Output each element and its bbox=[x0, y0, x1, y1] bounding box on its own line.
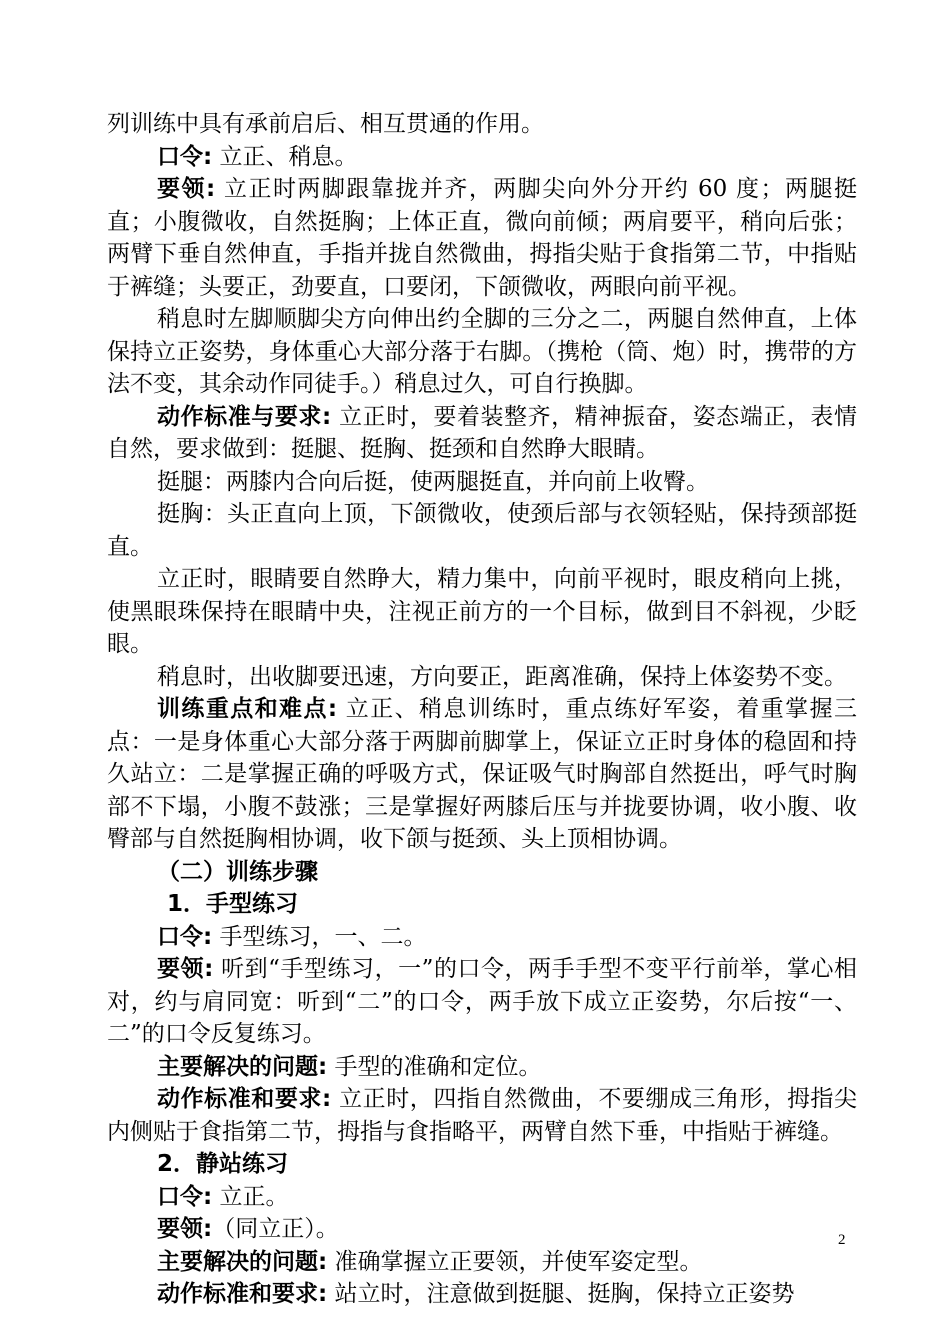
paragraph: 列训练中具有承前启后、相互贯通的作用。 bbox=[107, 111, 544, 137]
subsection-heading: 2．静站练习 bbox=[157, 1151, 289, 1177]
section-heading: （二）训练步骤 bbox=[157, 858, 318, 885]
paragraph-label: 口令: bbox=[157, 923, 213, 950]
document-body bbox=[107, 108, 857, 1311]
paragraph: 主要解决的问题: 手型的准确和定位。 bbox=[157, 1053, 542, 1080]
paragraph: 要领: 听到“手型练习，一”的口令，两手手型不变平行前举，掌心相对，约与肩同宽：听到“二”的口令，两手放下成立正姿势，尔后按“一、二”的口令反复练习。 bbox=[107, 956, 857, 1047]
paragraph: 立正时，眼睛要自然睁大，精力集中，向前平视时，眼皮稍向上挑，使黑眼珠保持在眼睛中央，注视正前方的一个目标，做到目不斜视，少眨眼。 bbox=[107, 566, 857, 657]
paragraph-label: 要领: bbox=[157, 1216, 213, 1242]
paragraph: 口令: 立正、稍息。 bbox=[157, 143, 358, 170]
paragraph: 稍息时，出收脚要迅速，方向要正，距离准确，保持上体姿势不变。 bbox=[157, 663, 847, 690]
paragraph-label: 动作标准和要求: bbox=[157, 1086, 332, 1112]
paragraph: 挺胸：头正直向上顶，下颌微收，使颈后部与衣领轻贴，保持颈部挺直。 bbox=[107, 501, 857, 560]
paragraph: 动作标准和要求: 站立时，注意做到挺腿、挺胸，保持立正姿势 bbox=[157, 1281, 795, 1307]
paragraph-label: 主要解决的问题: bbox=[157, 1053, 328, 1080]
paragraph: 稍息时左脚顺脚尖方向伸出约全脚的三分之二，两腿自然伸直，上体保持立正姿势，身体重心大部分落于右脚。（携枪（筒、炮）时，携带的方法不变，其余动作同徒手。）稍息过久，可自行换脚。 bbox=[107, 306, 857, 397]
subsection-static-stand bbox=[107, 1148, 857, 1311]
paragraph: 要领: 立正时两脚跟靠拢并齐，两脚尖向外分开约 60 度；两腿挺直；小腹微收，自然挺胸；上体正直，微向前倾；两肩要平，稍向后张；两臂下垂自然伸直，手指并拢自然微曲，拇指尖贴于食指第二节，中指贴于裤缝；头要正，劲要直，口要闭，下颌微收，两眼向前平视。 bbox=[107, 176, 857, 300]
paragraph: 主要解决的问题: 准确掌握立正要领，并使军姿定型。 bbox=[157, 1248, 703, 1275]
paragraph: 要领:（同立正）。 bbox=[157, 1216, 339, 1242]
intro-paragraphs bbox=[107, 108, 857, 856]
paragraph: 挺腿：两膝内合向后挺，使两腿挺直，并向前上收臀。 bbox=[157, 468, 709, 495]
paragraph-label: 要领: bbox=[157, 176, 216, 202]
paragraph-label: 动作标准与要求: bbox=[157, 403, 332, 430]
subsection-heading: 1．手型练习 bbox=[167, 891, 299, 917]
paragraph-label: 主要解决的问题: bbox=[157, 1248, 328, 1275]
paragraph-label: 要领: bbox=[157, 956, 214, 982]
paragraph: 口令: 手型练习，一、二。 bbox=[157, 923, 427, 950]
paragraph-label: 口令: bbox=[157, 143, 213, 170]
paragraph: 动作标准与要求: 立正时，要着装整齐，精神振奋，姿态端正，表情自然，要求做到：挺腿、挺胸、挺颈和自然睁大眼睛。 bbox=[107, 403, 858, 462]
paragraph: 动作标准和要求: 立正时，四指自然微曲，不要绷成三角形，拇指尖内侧贴于食指第二节，拇指与食指略平，两臂自然下垂，中指贴于裤缝。 bbox=[107, 1086, 858, 1145]
paragraph-label: 口令: bbox=[157, 1183, 213, 1210]
paragraph: 口令: 立正。 bbox=[157, 1183, 289, 1210]
paragraph-label: 动作标准和要求: bbox=[157, 1281, 328, 1307]
paragraph-label: 训练重点和难点: bbox=[157, 696, 338, 722]
paragraph: 训练重点和难点: 立正、稍息训练时，重点练好军姿，着重掌握三点：一是身体重心大部分落于两脚前脚掌上，保证立正时身体的稳固和持久站立：二是掌握正确的呼吸方式，保证吸气时胸部自然挺出，呼气时胸部不下塌，小腹不鼓涨；三是掌握好两膝后压与并拢要协调，收小腹、收臀部与自然挺胸相协调，收下颌与挺颈、头上顶相协调。 bbox=[107, 696, 858, 852]
page-number: 2 bbox=[838, 1232, 846, 1248]
subsection-hand-shape bbox=[107, 888, 857, 1148]
